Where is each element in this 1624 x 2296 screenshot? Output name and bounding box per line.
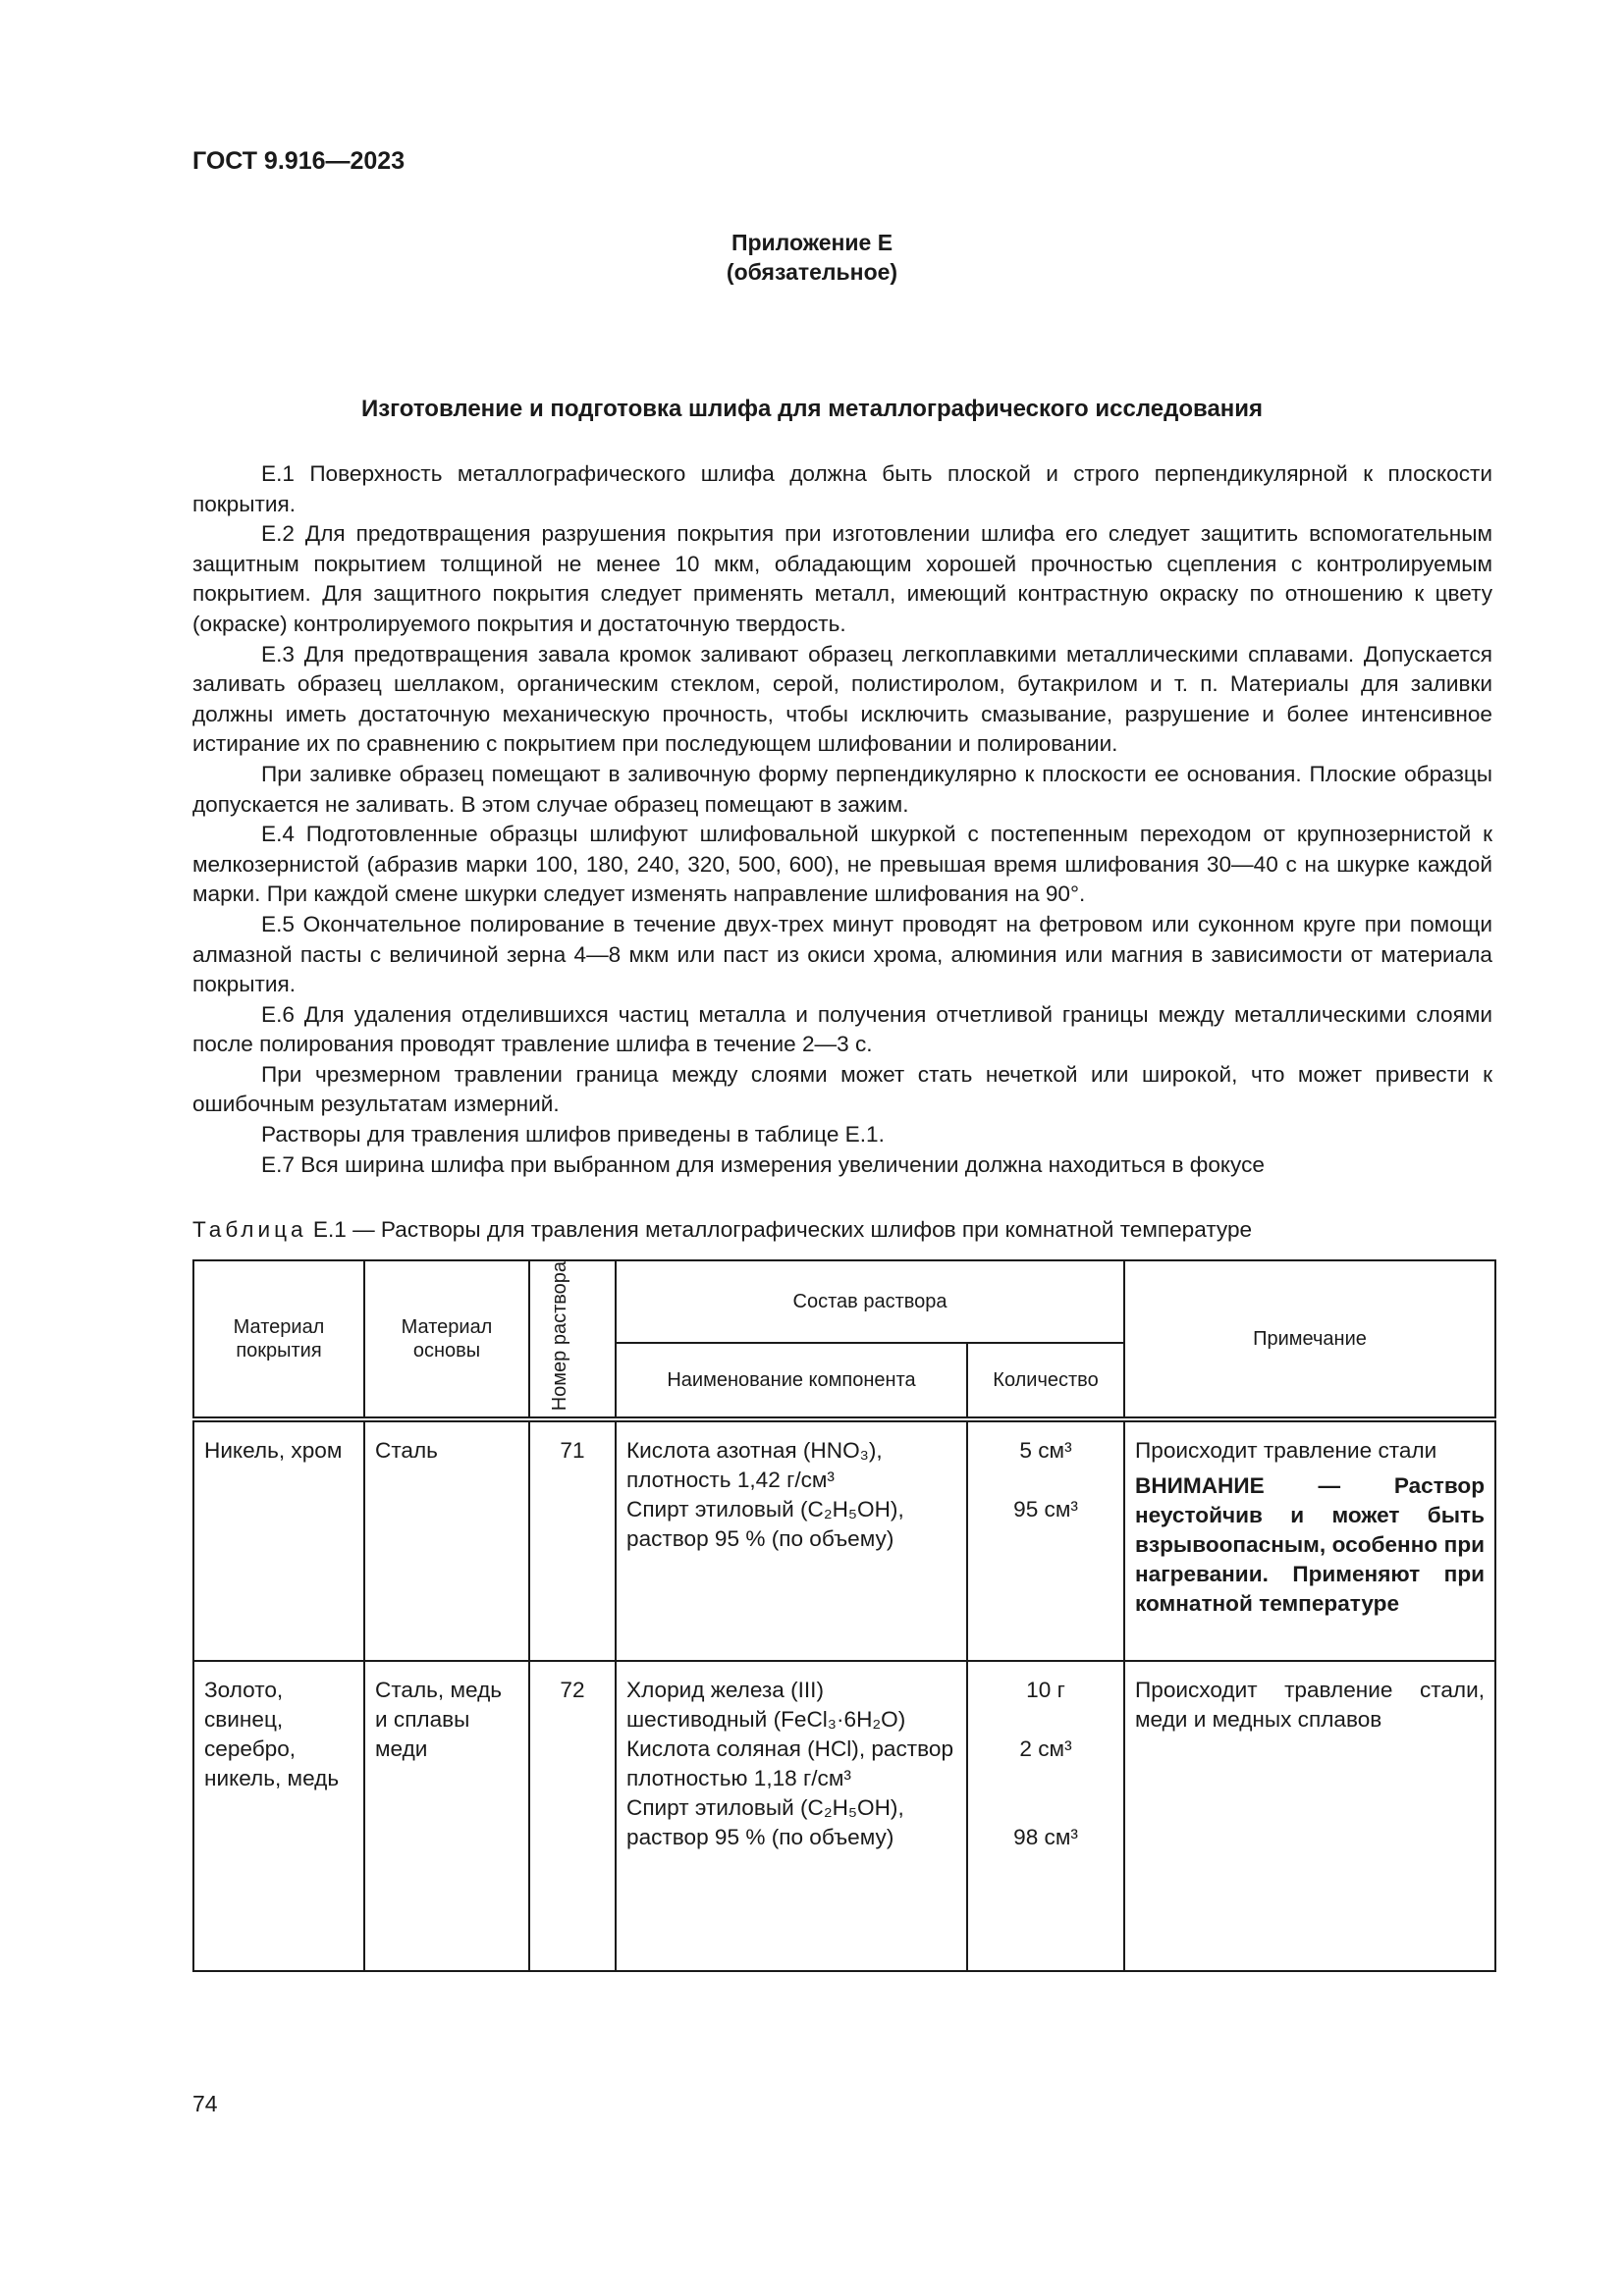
header-number-text: Номер раствора [549, 1261, 570, 1412]
note-text: Происходит травление стали [1135, 1438, 1437, 1464]
cell-base: Сталь [364, 1419, 529, 1661]
cell-coating: Никель, хром [193, 1419, 364, 1661]
annex-status: (обязательное) [726, 259, 898, 285]
paragraph-e6-cont: При чрезмерном травлении граница между слоями может стать нечеткой или широкой, что может привести к ошибочным результатам измерний. [192, 1061, 1492, 1117]
cell-components [616, 1661, 967, 1971]
header-quantity: Количество [967, 1343, 1124, 1419]
cell-number: 71 [529, 1419, 616, 1661]
warning-text: ВНИМАНИЕ — Раствор неустойчив и может быть взрывоопасным, особенно при нагревании. Применяют при комнатной температуре [1135, 1473, 1486, 1617]
quantity-item: 98 см³ [1013, 1825, 1078, 1850]
annex-label: Приложение Е [731, 230, 893, 255]
quantity-item: 2 см³ [1019, 1736, 1072, 1762]
paragraph-e7: Е.7 Вся ширина шлифа при выбранном для измерения увеличении должна находиться в фокусе [261, 1151, 1265, 1177]
cell-coating: Золото, свинец, серебро, никель, медь [193, 1661, 364, 1971]
paragraph-e6: Е.6 Для удаления отделившихся частиц металла и получения отчетливой границы между металлическими слоями после полирования проводят травление шлифа в течение 2—3 с. [192, 1001, 1492, 1057]
cell-quantities [967, 1661, 1124, 1971]
paragraph-e2: Е.2 Для предотвращения разрушения покрытия при изготовлении шлифа его следует защитить вспомогательным защитным покрытием толщиной не менее 10 мкм, обладающим хорошей прочностью сцепления с контролируемым покрытием. Для защитного покрытия следует применять металл, имеющий контрастную окраску по отношению к цвету (окраске) контролируемого покрытия и достаточную твердость. [192, 521, 1492, 636]
etching-solutions-table [192, 1259, 1496, 1972]
cell-note [1124, 1419, 1495, 1661]
header-base: Материал основы [364, 1260, 529, 1419]
quantity-item: 5 см³ [1019, 1438, 1072, 1464]
component-item: Хлорид железа (III) шестиводный (FeCl₃·6H₂O) [626, 1678, 906, 1733]
section-title: Изготовление и подготовка шлифа для металлографического исследования [360, 396, 1264, 422]
paragraph-e3-cont: При заливке образец помещают в заливочную форму перпендикулярно к плоскости ее основания. Плоские образцы допускается не заливать. В этом случае образец помещают в зажим. [192, 761, 1492, 817]
header-component: Наименование компонента [616, 1343, 967, 1419]
table-row [193, 1661, 1495, 1971]
cell-components [616, 1419, 967, 1661]
component-item: Кислота соляная (HCl), раствор плотностью 1,18 г/см³ [626, 1736, 954, 1791]
table-caption-prefix: Таблица [192, 1217, 307, 1242]
cell-number: 72 [529, 1661, 616, 1971]
paragraph-e6-ref: Растворы для травления шлифов приведены в таблице Е.1. [261, 1122, 885, 1148]
header-note: Примечание [1124, 1260, 1495, 1419]
component-item: Спирт этиловый (C₂H₅OH), раствор 95 % (по объему) [626, 1497, 904, 1552]
header-coating: Материал покрытия [193, 1260, 364, 1419]
annex-heading [0, 228, 1624, 287]
quantity-item: 95 см³ [1013, 1497, 1078, 1522]
standard-code: ГОСТ 9.916—2023 [192, 147, 406, 175]
paragraph-e1: Е.1 Поверхность металлографического шлифа должна быть плоской и строго перпендикулярной к плоскости покрытия. [192, 461, 1492, 516]
header-composition: Состав раствора [616, 1260, 1124, 1343]
table-caption [192, 1217, 1252, 1243]
cell-note: Происходит травление стали, меди и медных сплавов [1124, 1661, 1495, 1971]
cell-base: Сталь, медь и сплавы меди [364, 1661, 529, 1971]
header-number [529, 1260, 616, 1419]
paragraph-e4: Е.4 Подготовленные образцы шлифуют шлифовальной шкуркой с постепенным переходом от крупнозернистой к мелкозернистой (абразив марки 100, 180, 240, 320, 500, 600), не превышая время шлифования 30—40 с на шкурке каждой марки. При каждой смене шкурки следует изменять направление шлифования на 90°. [192, 822, 1492, 907]
component-item: Кислота азотная (HNO₃), плотность 1,42 г/см³ [626, 1438, 883, 1493]
cell-quantities [967, 1419, 1124, 1661]
component-item: Спирт этиловый (C₂H₅OH), раствор 95 % (по объему) [626, 1795, 904, 1850]
table-caption-text: Е.1 — Растворы для травления металлографических шлифов при комнатной температуре [312, 1217, 1253, 1242]
table-row [193, 1419, 1495, 1661]
page-number: 74 [192, 2091, 218, 2116]
quantity-item: 10 г [1026, 1678, 1065, 1703]
paragraph-e5: Е.5 Окончательное полирование в течение двух-трех минут проводят на фетровом или суконном круге при помощи алмазной пасты с величиной зерна 4—8 мкм или паст из окиси хрома, алюминия или магния в зависимости от материала покрытия. [192, 911, 1492, 997]
body-text [192, 459, 1492, 1180]
paragraph-e3: Е.3 Для предотвращения завала кромок заливают образец легкоплавкими металлическими сплавами. Допускается заливать образец шеллаком, органическим стеклом, серой, полистиролом, бутакрилом и т. п. Материалы для заливки должны иметь достаточную механическую прочность, чтобы исключить смазывание, разрушение и более интенсивное истирание их по сравнению с покрытием при последующем шлифовании и полировании. [192, 641, 1492, 757]
